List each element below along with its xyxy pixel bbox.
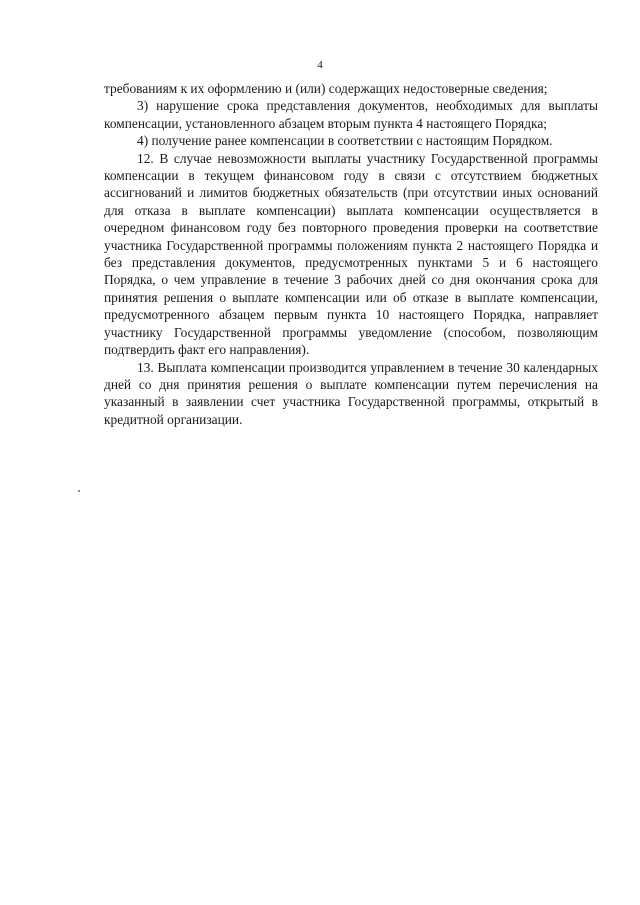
- page-number: 4: [317, 59, 323, 71]
- paragraph-item-3: 3) нарушение срока представления документов, необходимых для выплаты компенсации, установленного абзацем вторым пункта 4 настоящего Порядка;: [104, 98, 598, 131]
- paragraph-continuation: требованиям к их оформлению и (или) содержащих недостоверные сведения;: [104, 81, 548, 96]
- paragraph-clause-13: 13. Выплата компенсации производится управлением в течение 30 календарных дней со дня принятия решения о выплате компенсации путем перечисления на указанный в заявлении счет участника Государственной программы, открытый в кредитной организации.: [104, 359, 598, 427]
- paragraph-clause-12: 12. В случае невозможности выплаты участнику Государственной программы компенсации в текущем финансовом году в связи с отсутствием бюджетных ассигнований и лимитов бюджетных обязательств (при отсутствии иных оснований для отказа в выплате компенсации) выплата компенсации осуществляется в очередном финансовом году без повторного проведения проверки на соответствие участника Государственной программы положениям пункта 2 настоящего Порядка и без представления документов, предусмотренных пунктами 5 и 6 настоящего Порядка, о чем управление в течение 3 рабочих дней со дня окончания срока для принятия решения о выплате компенсации или об отказе в выплате компенсации, предусмотренного абзацем первым пункта 10 настоящего Порядка, направляет участнику Государственной программы уведомление (способом, позволяющим подтвердить факт его направления).: [104, 150, 598, 358]
- paragraph-item-4: 4) получение ранее компенсации в соответствии с настоящим Порядком.: [137, 133, 553, 149]
- scan-speck: [78, 490, 80, 492]
- document-body: [104, 80, 598, 428]
